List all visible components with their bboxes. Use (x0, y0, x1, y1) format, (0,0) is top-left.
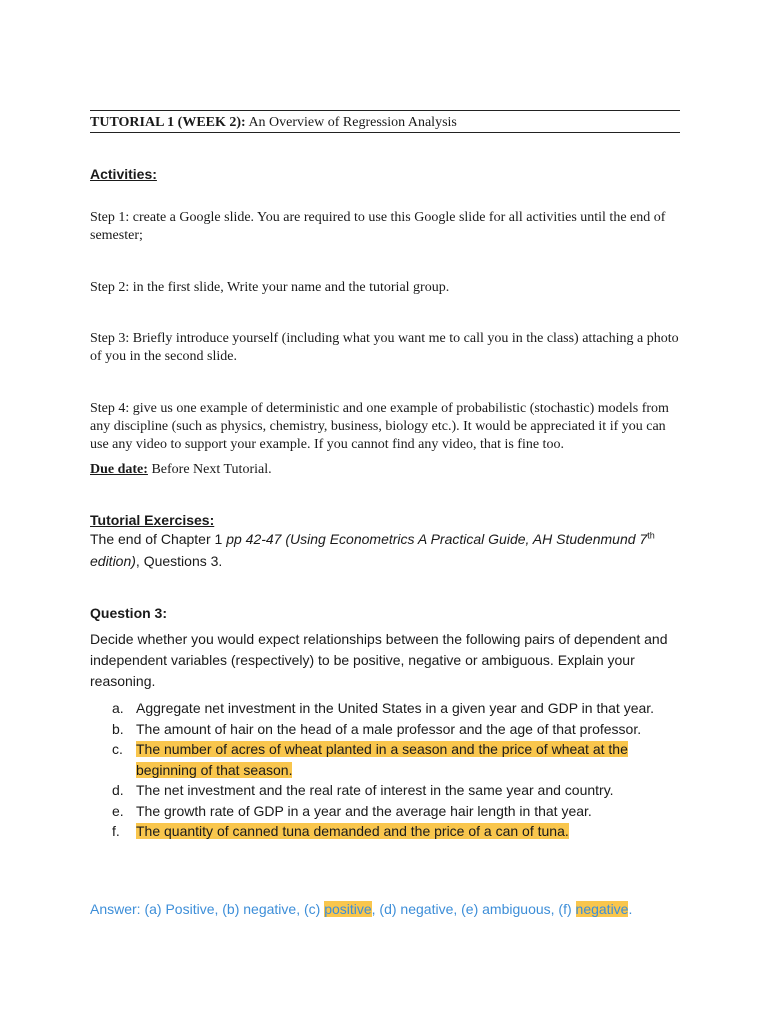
item-text-highlighted: The number of acres of wheat planted in a season and the price of wheat at the beginning of that season. (136, 741, 628, 778)
answer-highlight-2: negative (575, 901, 629, 917)
list-item-e (90, 801, 690, 822)
item-marker: a. (112, 700, 124, 716)
tutorial-reference-end: edition) (90, 553, 136, 569)
due-date (90, 461, 680, 479)
tutorial-line-start: The end of Chapter 1 (90, 531, 227, 547)
item-marker: e. (112, 802, 124, 819)
item-text-highlighted: The quantity of canned tuna demanded and the price of a can of tuna. (136, 823, 569, 839)
tutorial-exercises-heading: Tutorial Exercises: (90, 512, 215, 528)
top-rule (90, 110, 680, 111)
activities-heading: Activities: (90, 166, 157, 182)
step-1: Step 1: create a Google slide. You are required to use this Google slide for all activities until the end of semester; (90, 210, 666, 243)
title-bottom-rule (90, 132, 680, 133)
due-label: Due date: (90, 462, 148, 477)
list-item-c (90, 739, 690, 780)
item-marker: c. (112, 741, 123, 757)
step-3: Step 3: Briefly introduce yourself (including what you want me to call you in the class) attaching a photo of you in the second slide. (90, 331, 679, 364)
list-item-a (90, 698, 690, 719)
question-items (90, 698, 690, 842)
title-rest: An Overview of Regression Analysis (245, 115, 457, 130)
item-text: The growth rate of GDP in a year and the average hair length in that year. (136, 802, 592, 819)
item-text: The amount of hair on the head of a male professor and the age of that professor. (136, 720, 642, 737)
tutorial-reference-sup: th (647, 530, 655, 541)
answer-line (90, 899, 632, 919)
tutorial-reference: pp 42-47 (Using Econometrics A Practical Guide, AH Studenmund 7 (226, 531, 648, 547)
list-item-d (90, 780, 690, 801)
tutorial-line-end: , Questions 3. (135, 553, 223, 569)
step-2: Step 2: in the first slide, Write your name and the tutorial group. (90, 280, 450, 295)
tutorial-exercises-text (90, 528, 690, 572)
list-item-b (90, 719, 690, 740)
page-title (90, 114, 680, 132)
item-marker: d. (112, 782, 124, 798)
item-marker: b. (112, 720, 124, 737)
title-bold: TUTORIAL 1 (WEEK 2): (90, 115, 246, 130)
item-text: The net investment and the real rate of interest in the same year and country. (136, 782, 614, 798)
step-4: Step 4: give us one example of deterministic and one example of probabilistic (stochastic) models from any discipline (such as physics, chemistry, business, biology etc.). It would be appreciated it if you can use any video to support your example. If you cannot find any video, that is fine too. (90, 401, 669, 452)
question-heading: Question 3: (90, 605, 168, 621)
item-marker: f. (112, 823, 120, 839)
answer-part-2: , (d) negative, (e) ambiguous, (f) (371, 901, 576, 917)
list-item-f (90, 821, 690, 842)
answer-highlight-1: positive (324, 901, 372, 917)
answer-part-3: . (628, 901, 633, 917)
answer-part-1: Answer: (a) Positive, (b) negative, (c) (90, 901, 325, 917)
question-text: Decide whether you would expect relationships between the following pairs of dependent and independent variables (respectively) to be positive, negative or ambiguous. Explain your reasoning. (90, 631, 668, 689)
due-value: Before Next Tutorial. (147, 462, 272, 477)
item-text: Aggregate net investment in the United States in a given year and GDP in that year. (136, 700, 655, 716)
